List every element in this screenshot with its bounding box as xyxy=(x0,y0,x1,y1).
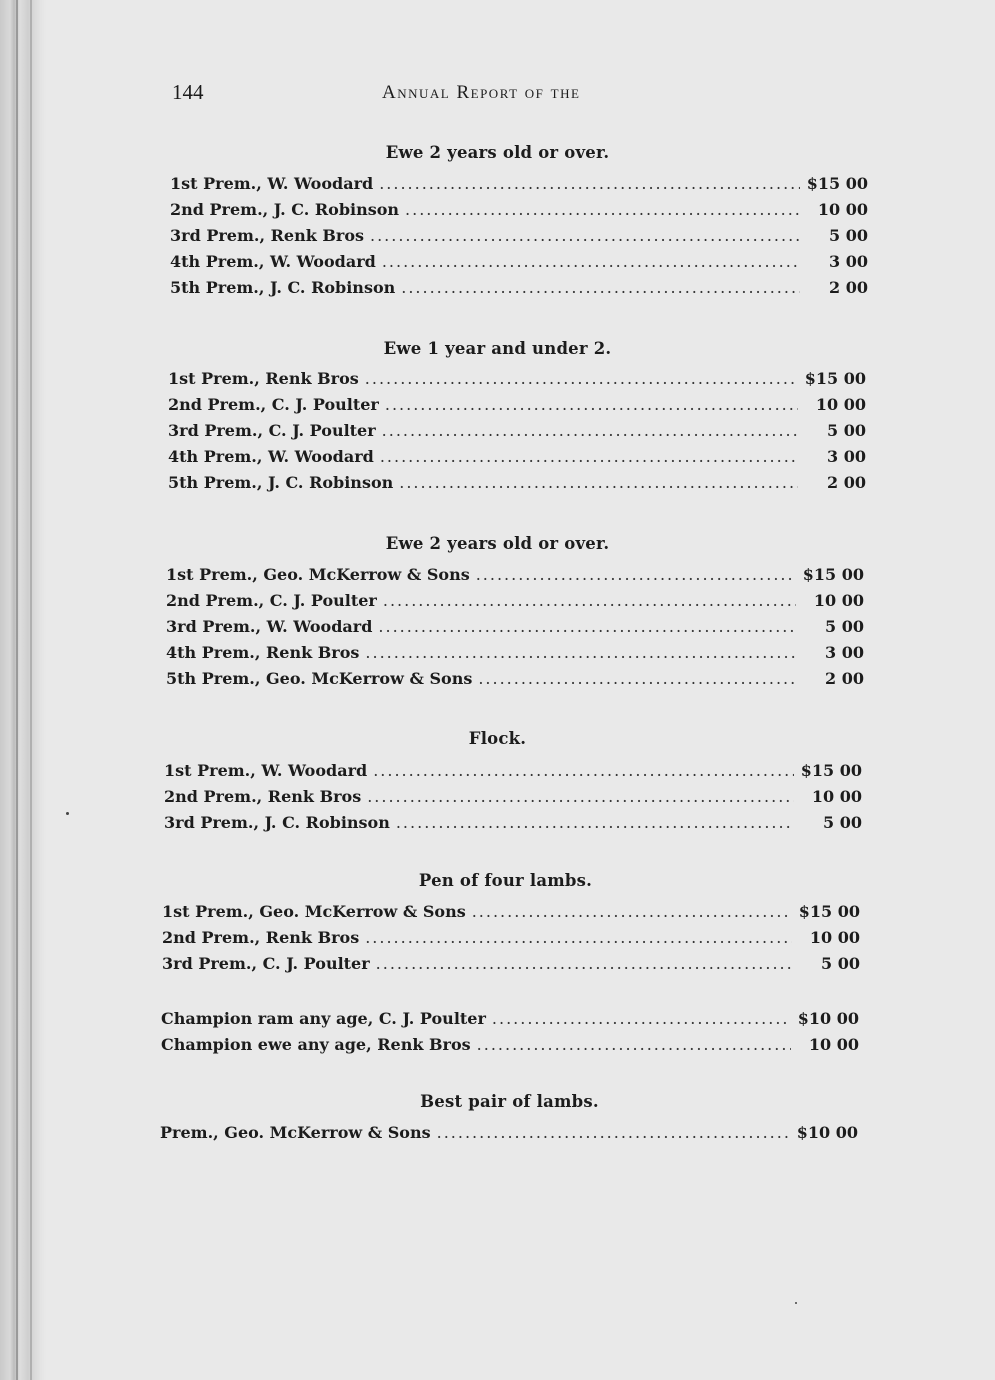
dot-leader xyxy=(382,418,798,444)
entry-amount: $15 00 xyxy=(804,369,866,388)
premium-entry xyxy=(170,223,868,249)
dot-leader xyxy=(405,197,800,223)
entry-label: 5th Prem., J. C. Robinson xyxy=(170,278,396,297)
section-title: Ewe 1 year and under 2. xyxy=(383,339,612,358)
premium-entry xyxy=(166,614,864,640)
entry-label: 5th Prem., J. C. Robinson xyxy=(168,473,394,492)
dot-leader xyxy=(370,223,800,249)
premium-entry xyxy=(170,249,868,275)
entry-label: 4th Prem., W. Woodard xyxy=(168,447,374,466)
premium-entry xyxy=(161,1006,859,1032)
entry-amount: 5 00 xyxy=(825,617,864,636)
dot-leader xyxy=(376,951,792,977)
premium-entry xyxy=(162,899,860,925)
entry-amount: $15 00 xyxy=(800,761,862,780)
premium-entry xyxy=(166,640,864,666)
entry-label: 3rd Prem., C. J. Poulter xyxy=(168,421,376,440)
entry-amount: 10 00 xyxy=(815,395,866,414)
dot-leader xyxy=(365,925,792,951)
entry-label: 4th Prem., Renk Bros xyxy=(166,643,360,662)
premium-entry xyxy=(160,1120,858,1146)
entry-amount: 5 00 xyxy=(823,813,862,832)
section-title: Ewe 2 years old or over. xyxy=(385,534,610,553)
section-title: Pen of four lambs. xyxy=(418,871,593,890)
entry-label: 2nd Prem., Renk Bros xyxy=(164,787,362,806)
dot-leader xyxy=(380,444,798,470)
section-title: Flock. xyxy=(468,729,527,748)
entry-label: 3rd Prem., J. C. Robinson xyxy=(164,813,390,832)
premium-entry xyxy=(164,758,862,784)
premium-entry xyxy=(168,392,866,418)
dot-leader xyxy=(385,392,798,418)
entry-label: 2nd Prem., C. J. Poulter xyxy=(166,591,377,610)
entry-amount: 10 00 xyxy=(813,591,864,610)
premium-entry xyxy=(166,562,864,588)
premium-entry xyxy=(164,810,862,836)
entry-label: 1st Prem., W. Woodard xyxy=(170,174,374,193)
dot-leader xyxy=(373,758,794,784)
entry-label: 2nd Prem., J. C. Robinson xyxy=(170,200,400,219)
dot-leader xyxy=(367,784,794,810)
entry-amount: 5 00 xyxy=(827,421,866,440)
dot-leader xyxy=(476,562,796,588)
running-title: Annual Report of the xyxy=(382,82,581,103)
dot-leader xyxy=(383,588,796,614)
premium-entry xyxy=(168,470,866,496)
dot-leader xyxy=(379,171,800,197)
premium-entry xyxy=(162,925,860,951)
entry-label: 3rd Prem., W. Woodard xyxy=(166,617,373,636)
entry-label: 2nd Prem., Renk Bros xyxy=(162,928,360,947)
premium-entry xyxy=(170,275,868,301)
section-title: Ewe 2 years old or over. xyxy=(385,143,610,162)
premium-entry xyxy=(166,666,864,692)
entry-amount: 5 00 xyxy=(821,954,860,973)
dot-leader xyxy=(472,899,792,925)
premium-entry xyxy=(164,784,862,810)
entry-amount: $15 00 xyxy=(802,565,864,584)
entry-amount: 2 00 xyxy=(829,278,868,297)
entry-amount: $10 00 xyxy=(796,1123,858,1142)
entry-amount: 10 00 xyxy=(811,787,862,806)
running-head xyxy=(172,80,872,104)
dot-leader xyxy=(396,810,794,836)
dot-leader xyxy=(382,249,800,275)
dot-leader xyxy=(399,470,798,496)
dot-leader xyxy=(365,640,796,666)
entry-amount: 2 00 xyxy=(825,669,864,688)
entry-label: 5th Prem., Geo. McKerrow & Sons xyxy=(166,669,473,688)
entry-amount: 3 00 xyxy=(827,447,866,466)
premium-entry xyxy=(162,951,860,977)
dot-leader xyxy=(437,1120,790,1146)
premium-entry xyxy=(168,366,866,392)
entry-label: 1st Prem., Renk Bros xyxy=(168,369,359,388)
entry-amount: $10 00 xyxy=(797,1009,859,1028)
entry-amount: $15 00 xyxy=(798,902,860,921)
premium-entry xyxy=(168,444,866,470)
entry-label: Champion ram any age, C. J. Poulter xyxy=(161,1009,486,1028)
entry-amount: 3 00 xyxy=(825,643,864,662)
dot-leader xyxy=(365,366,798,392)
dot-leader xyxy=(378,614,796,640)
entry-amount: 10 00 xyxy=(817,200,868,219)
dot-leader xyxy=(477,1032,791,1058)
entry-label: 3rd Prem., Renk Bros xyxy=(170,226,364,245)
entry-label: 4th Prem., W. Woodard xyxy=(170,252,376,271)
dot-leader xyxy=(478,666,796,692)
page-number: 144 xyxy=(172,80,204,104)
entry-label: 1st Prem., W. Woodard xyxy=(164,761,368,780)
entry-amount: 10 00 xyxy=(809,928,860,947)
dot-leader xyxy=(492,1006,791,1032)
premium-entry xyxy=(161,1032,859,1058)
entry-amount: 2 00 xyxy=(827,473,866,492)
dot-leader xyxy=(401,275,800,301)
section-title: Best pair of lambs. xyxy=(420,1092,599,1111)
entry-amount: 5 00 xyxy=(829,226,868,245)
entry-label: 1st Prem., Geo. McKerrow & Sons xyxy=(166,565,470,584)
entry-label: 1st Prem., Geo. McKerrow & Sons xyxy=(162,902,466,921)
entry-amount: $15 00 xyxy=(806,174,868,193)
premium-entry xyxy=(168,418,866,444)
premium-entry xyxy=(170,171,868,197)
entry-amount: 3 00 xyxy=(829,252,868,271)
premium-entry xyxy=(166,588,864,614)
entry-label: 3rd Prem., C. J. Poulter xyxy=(162,954,370,973)
entry-label: Prem., Geo. McKerrow & Sons xyxy=(160,1123,431,1142)
entry-amount: 10 00 xyxy=(808,1035,859,1054)
entry-label: 2nd Prem., C. J. Poulter xyxy=(168,395,379,414)
premium-entry xyxy=(170,197,868,223)
entry-label: Champion ewe any age, Renk Bros xyxy=(161,1035,471,1054)
